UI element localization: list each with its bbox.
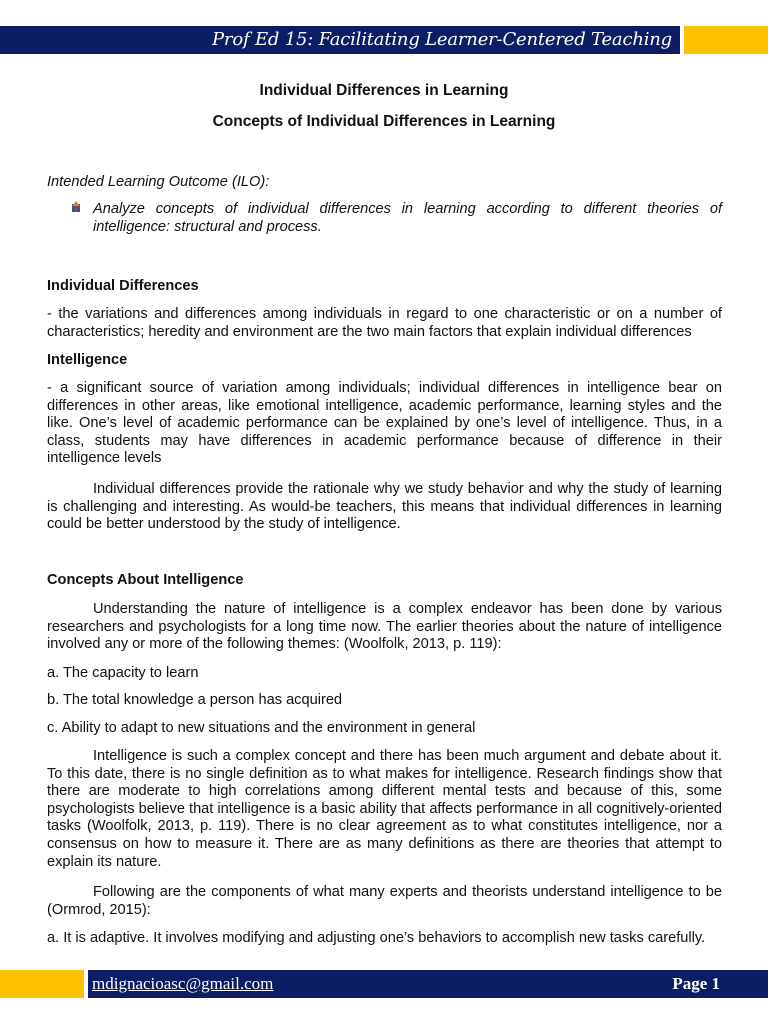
page-number: Page 1 [672,974,720,993]
course-title: Prof Ed 15: Facilitating Learner-Centered Teaching [212,29,672,50]
individual-differences-definition: - the variations and differences among individuals in regard to one characteristic or on a number of characteristics; heredity and environment are the two main factors that explain individual differences [47,306,722,340]
theme-item: a. The capacity to learn [47,665,199,681]
paragraph-rationale: Individual differences provide the rationale why we study behavior and why the study of learning is challenging and interesting. As would-be teachers, this means that individual differences in learning could be better understood by the study of intelligence. [47,481,722,533]
header-accent [684,26,768,54]
paragraph-concepts-intro: Understanding the nature of intelligence is a complex endeavor has been done by various researchers and psychologists for a long time now. The earlier theories about the nature of intelligence involved any or more of the following themes: (Woolfolk, 2013, p. 119): [47,601,722,653]
heading-individual-differences: Individual Differences [47,278,199,294]
intelligence-definition: - a significant source of variation among individuals; individual differences in intelligence bear on differences in other areas, like emotional intelligence, academic performance, learning styles and the like. One’s level of academic performance can be explained by one’s level of intelligence. Thus, in a class, students may have differences in academic performance because of difference in their intelligence levels [47,380,722,467]
component-item-a: a. It is adaptive. It involves modifying and adjusting one’s behaviors to accomplish new tasks carefully. [47,930,706,946]
theme-item: b. The total knowledge a person has acquired [47,692,343,708]
heading-concepts-about-intelligence: Concepts About Intelligence [47,572,244,588]
paragraph-components: Following are the components of what many experts and theorists understand intelligence to be (Ormrod, 2015): [47,884,722,918]
arrow-bullet-icon [70,201,84,215]
paragraph-complex-concept: Intelligence is such a complex concept and there has been much argument and debate about it. To this date, there is no single definition as to what makes for intelligence. Research findings show that there are moderate to high correlations among different mental tests and because of this, some psychologists believe that intelligence is a basic ability that affects performance in all cognitively-oriented tasks (Woolfolk, 2013, p. 119). There is no clear agreement as to what constitutes intelligence, nor a consensus on how to measure it. There are as many definitions as there are theories that attempt to explain its nature. [47,748,722,870]
ilo-label: Intended Learning Outcome (ILO): [47,174,270,190]
heading-intelligence: Intelligence [47,352,128,368]
document-title: Individual Differences in Learning [259,82,509,99]
footer-email-link[interactable]: mdignacioasc@gmail.com [92,974,274,993]
document-subtitle: Concepts of Individual Differences in Learning [212,113,556,130]
footer-accent [0,970,84,998]
theme-item: c. Ability to adapt to new situations and the environment in general [47,720,476,736]
ilo-bullet-text: Analyze concepts of individual differences in learning according to different theories of intelligence: structural and process. [93,201,722,235]
